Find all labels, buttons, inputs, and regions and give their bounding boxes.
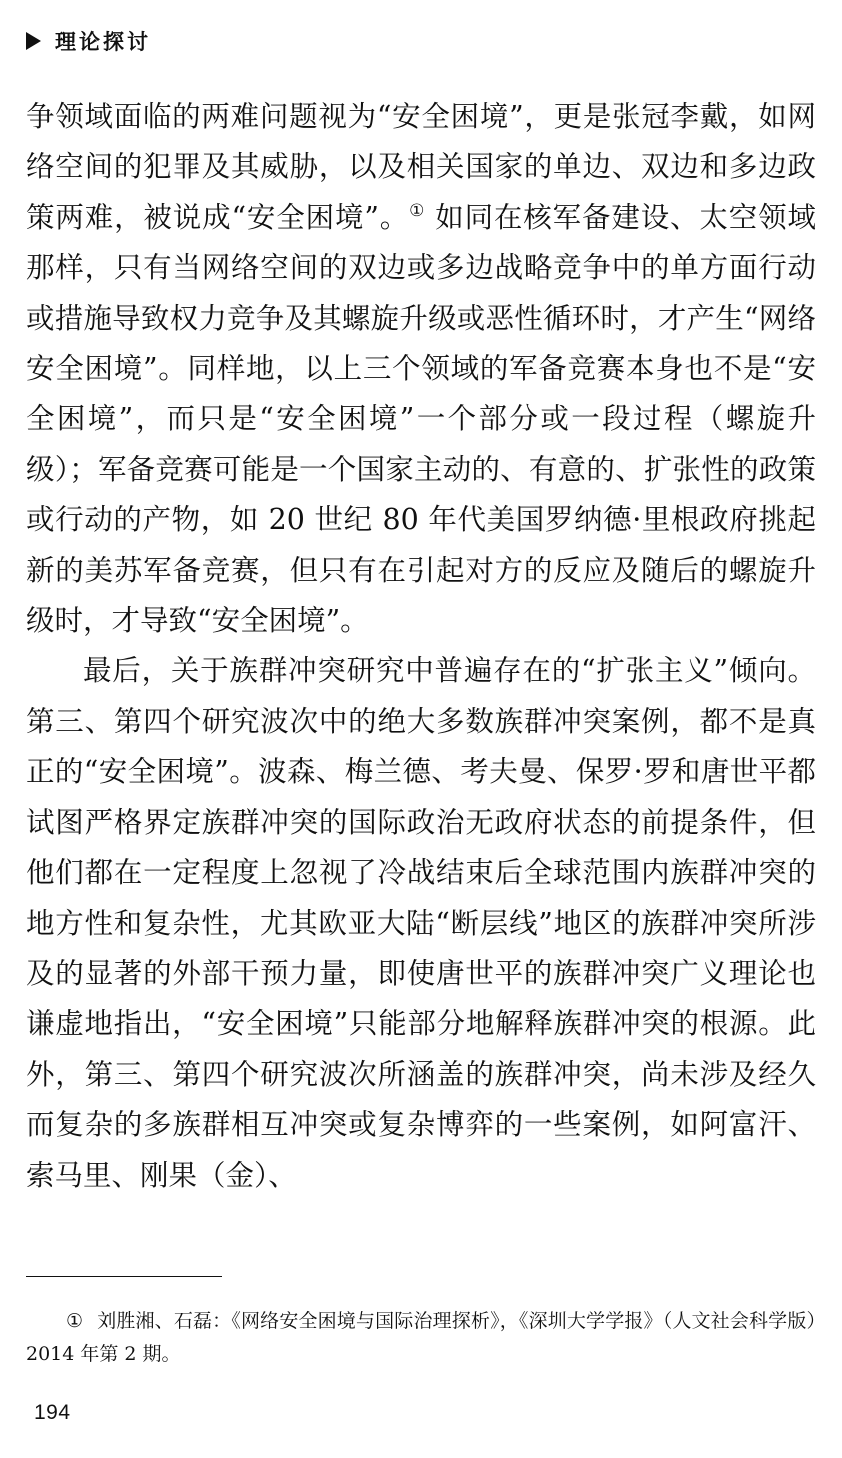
footnote-mark: ① (66, 1310, 84, 1332)
paragraph-2: 最后，关于族群冲突研究中普遍存在的“扩张主义”倾向。第三、第四个研究波次中的绝大多数族群冲突案例，都不是真正的“安全困境”。波森、梅兰德、考夫曼、保罗·罗和唐世平都试图严格界定族群冲突的国际政治无政府状态的前提条件，但他们都在一定程度上忽视了冷战结束后全球范围内族群冲突的地方性和复杂性，尤其欧亚大陆“断层线”地区的族群冲突所涉及的显著的外部干预力量，即使唐世平的族群冲突广义理论也谦虚地指出，“安全困境”只能部分地解释族群冲突的根源。此外，第三、第四个研究波次所涵盖的族群冲突，尚未涉及经久而复杂的多族群相互冲突或复杂博弈的一些案例，如阿富汗、索马里、刚果（金）、 (26, 654, 816, 1192)
paragraph-1-text-a: 争领域面临的两难问题视为“安全困境”，更是张冠李戴，如网络空间的犯罪及其威胁，以及相关国家的单边、双边和多边政策两难，被说成“安全困境”。 (26, 100, 816, 234)
body-text (26, 92, 816, 1201)
section-title: 理论探讨 (55, 30, 151, 54)
running-header (26, 26, 151, 56)
play-triangle-icon (26, 32, 41, 50)
footnote-reference[interactable]: ① (409, 200, 426, 221)
footnote-text: 刘胜湘、石磊：《网络安全困境与国际治理探析》，《深圳大学学报》（人文社会科学版）2014 年第 2 期。 (26, 1310, 816, 1365)
paragraph-1 (26, 92, 816, 646)
footnote-divider (26, 1276, 222, 1277)
paragraph-1-text-b: 如同在核军备建设、太空领域那样，只有当网络空间的双边或多边战略竞争中的单方面行动或措施导致权力竞争及其螺旋升级或恶性循环时，才产生“网络安全困境”。同样地，以上三个领域的军备竞赛本身也不是“安全困境”，而只是“安全困境”一个部分或一段过程（螺旋升级）；军备竞赛可能是一个国家主动的、有意的、扩张性的政策或行动的产物，如 20 世纪 80 年代美国罗纳德·里根政府挑起新的美苏军备竞赛，但只有在引起对方的反应及随后的螺旋升级时，才导致“安全困境”。 (26, 200, 816, 638)
page-number: 194 (34, 1401, 71, 1424)
footnote (26, 1305, 816, 1371)
